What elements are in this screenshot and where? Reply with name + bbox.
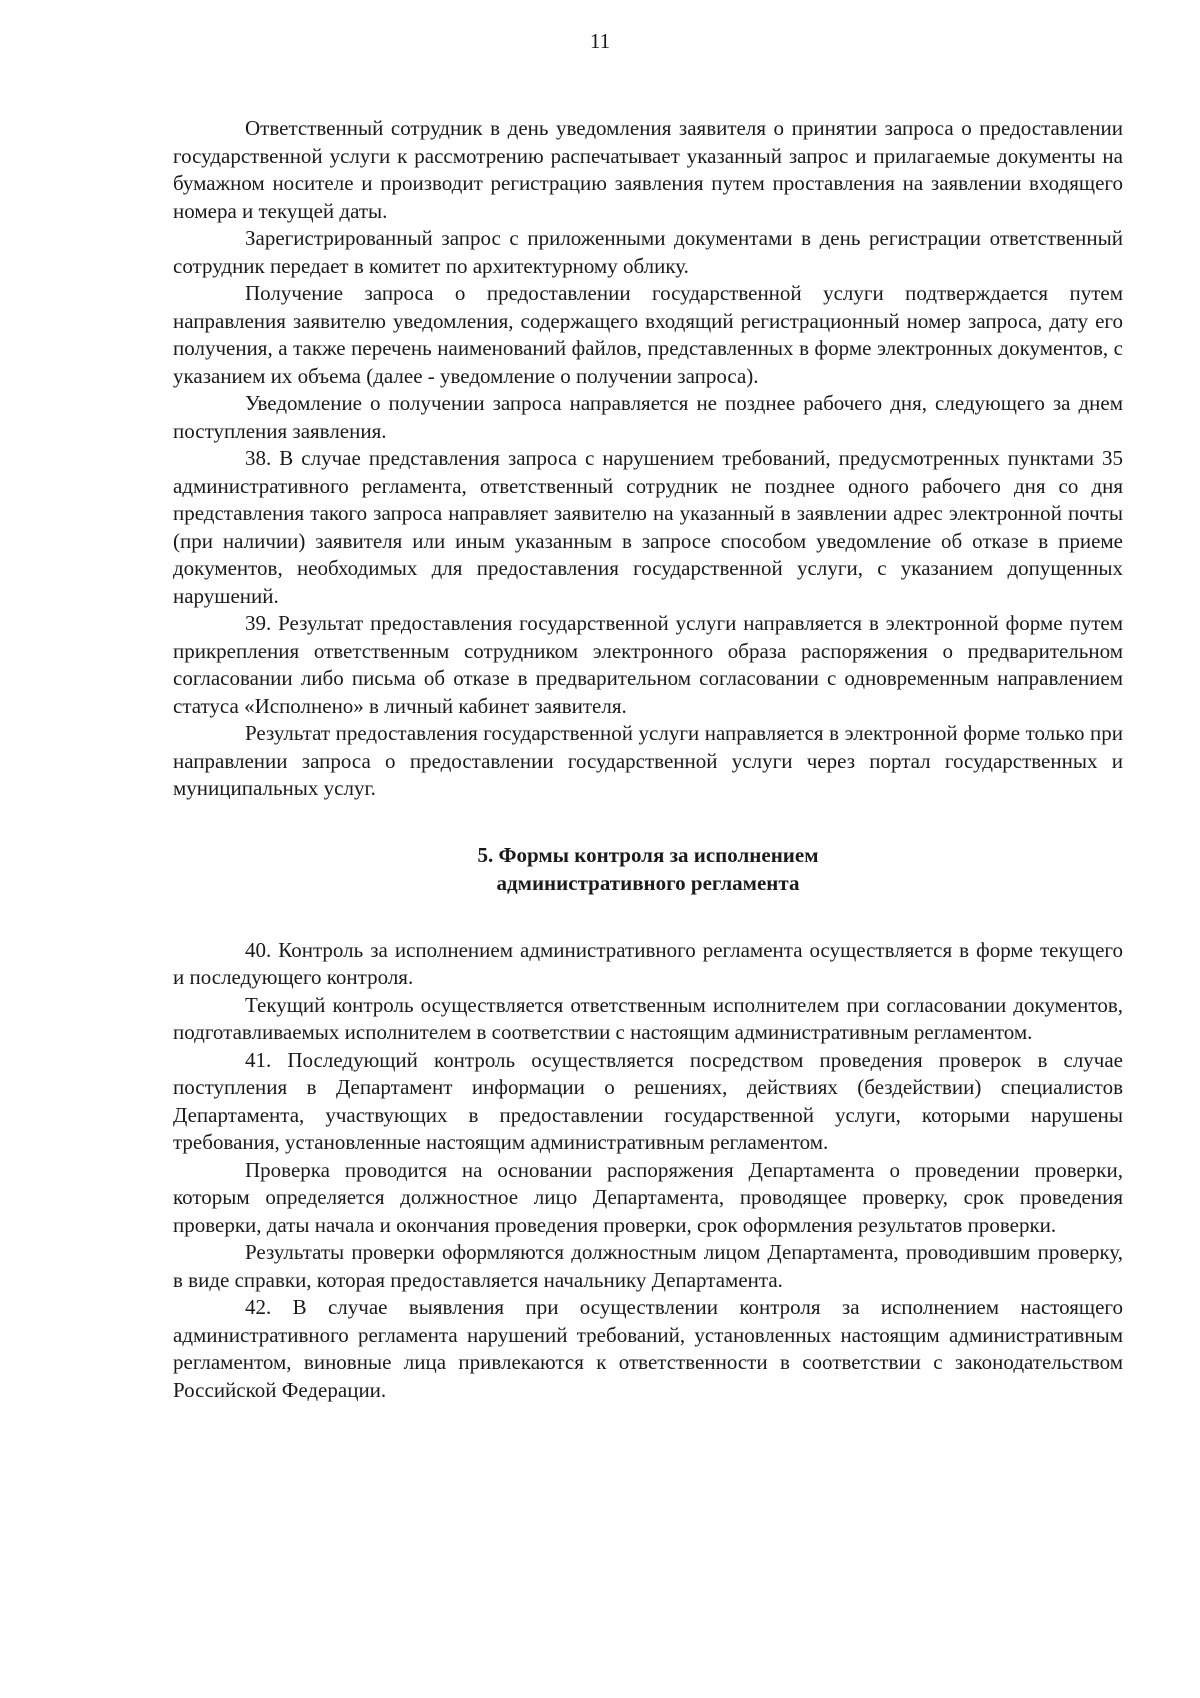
paragraph-notification-deadline: Уведомление о получении запроса направляется не позднее рабочего дня, следующего за днем поступления заявления. [173, 391, 1123, 443]
paragraph-item-41: 41. Последующий контроль осуществляется посредством проведения проверок в случае поступления в Департамент информации о решениях, действиях (бездействии) специалистов Департамента, участвующих в предоставлении государственной услуги, которыми нарушены требования, установленные настоящим административным регламентом. [173, 1047, 1123, 1154]
paragraph-transfer-to-committee: Зарегистрированный запрос с приложенными документами в день регистрации ответственный сотрудник передает в комитет по архитектурному облику. [173, 226, 1123, 278]
paragraph-inspection-basis: Проверка проводится на основании распоряжения Департамента о проведении проверки, которым определяется должностное лицо Департамента, проводящее проверку, срок проведения проверки, даты начала и окончания проведения проверки, срок оформления результатов проверки. [173, 1157, 1123, 1237]
paragraph-inspection-results: Результаты проверки оформляются должностным лицом Департамента, проводившим проверку, в виде справки, которая предоставляется начальнику Департамента. [173, 1240, 1123, 1292]
paragraph-item-40: 40. Контроль за исполнением административного регламента осуществляется в форме текущего и последующего контроля. [173, 937, 1123, 989]
paragraph-registration: Ответственный сотрудник в день уведомления заявителя о принятии запроса о предоставлении государственной услуги к рассмотрению распечатывает указанный запрос и прилагаемые документы на бумажном носителе и производит регистрацию заявления путем проставления на заявлении входящего номера и текущей даты. [173, 116, 1123, 223]
paragraph-current-control: Текущий контроль осуществляется ответственным исполнителем при согласовании документов, подготавливаемых исполнителем в соответствии с настоящим административным регламентом. [173, 992, 1123, 1044]
section-heading [173, 841, 1123, 897]
section-heading-line-1: 5. Формы контроля за исполнением [477, 842, 819, 867]
document-body [173, 115, 1123, 1404]
page-number: 11 [589, 29, 611, 53]
paragraph-result-electronic: Результат предоставления государственной услуги направляется в электронной форме только при направлении запроса о предоставлении государственной услуги через портал государственных и муниципальных услуг. [173, 721, 1123, 800]
paragraph-item-42: 42. В случае выявления при осуществлении контроля за исполнением настоящего административного регламента нарушений требований, установленных настоящим административным регламентом, виновные лица привлекаются к ответственности в соответствии с законодательством Российской Федерации. [173, 1295, 1123, 1402]
paragraph-receipt-confirmation: Получение запроса о предоставлении государственной услуги подтверждается путем направления заявителю уведомления, содержащего входящий регистрационный номер запроса, дату его получения, а также перечень наименований файлов, представленных в форме электронных документов, с указанием их объема (далее - уведомление о получении запроса). [173, 281, 1123, 388]
paragraph-item-39: 39. Результат предоставления государственной услуги направляется в электронной форме путем прикрепления ответственным сотрудником электронного образа распоряжения о предварительном согласовании либо письма об отказе в предварительном согласовании с одновременным направлением статуса «Исполнено» в личный кабинет заявителя. [173, 611, 1123, 718]
paragraph-item-38: 38. В случае представления запроса с нарушением требований, предусмотренных пунктами 35 административного регламента, ответственный сотрудник не позднее одного рабочего дня со дня представления такого запроса направляет заявителю на указанный в заявлении адрес электронной почты (при наличии) заявителя или иным указанным в запросе способом уведомление об отказе в приеме документов, необходимых для предоставления государственной услуги, с указанием допущенных нарушений. [173, 446, 1123, 608]
section-heading-line-2: административного регламента [496, 870, 800, 895]
